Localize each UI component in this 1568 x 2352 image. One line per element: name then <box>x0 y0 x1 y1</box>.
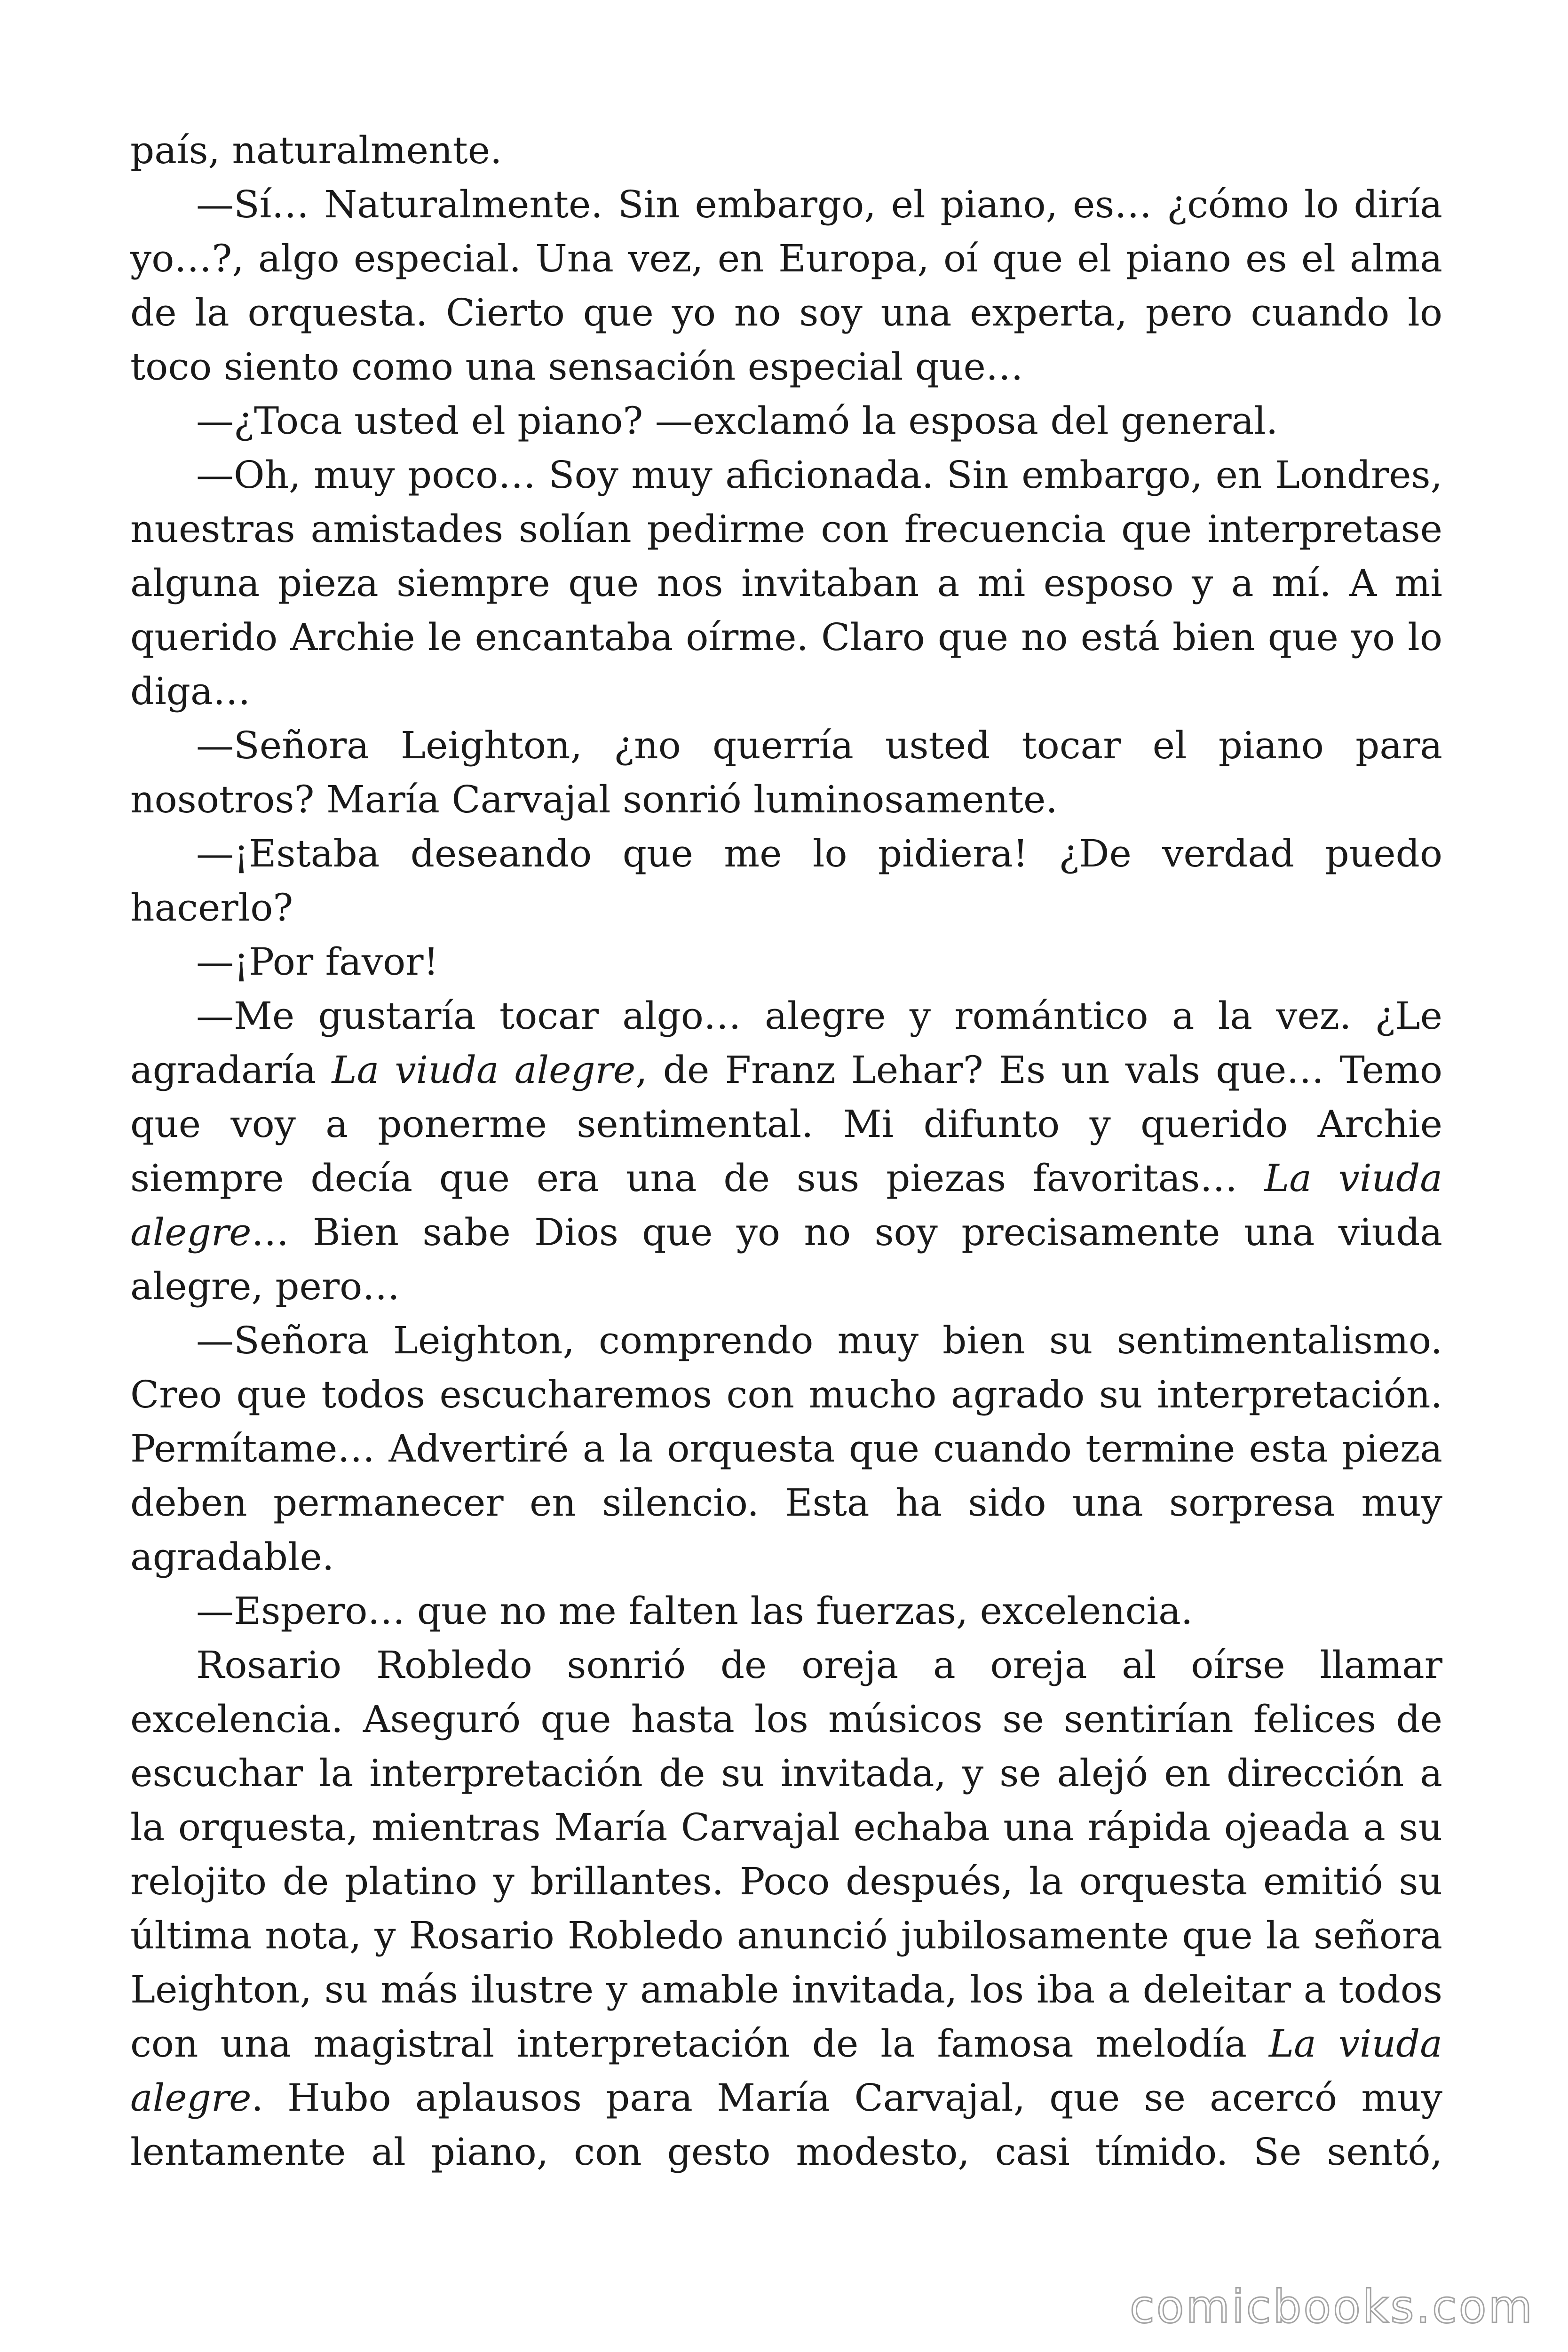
text-segment: —Espero… que no me falten las fuerzas, excelencia. <box>196 1589 1193 1633</box>
text-segment: —Señora Leighton, ¿no querría usted tocar el piano para nosotros? María Carvajal sonrió luminosamente. <box>130 723 1442 821</box>
paragraph <box>130 718 1442 826</box>
paragraph <box>130 448 1442 718</box>
text-segment: Rosario Robledo sonrió de oreja a oreja al oírse llamar excelencia. Aseguró que hasta los músicos se sentirían felices de escuchar la interpretación de su invitada, y se alejó en dirección a la orquesta, mientras María Carvajal echaba una rápida ojeada a su relojito de platino y brillantes. Poco después, la orquesta emitió su última nota, y Rosario Robledo anunció jubilosamente que la señora Leighton, su más ilustre y amable invitada, los iba a deleitar a todos con una magistral interpretación de la famosa melodía <box>130 1643 1442 2066</box>
text-segment: —¡Estaba deseando que me lo pidiera! ¿De verdad puedo hacerlo? <box>130 832 1442 930</box>
italic-title: La viuda alegre <box>332 1048 636 1092</box>
paragraph <box>130 1313 1442 1584</box>
body-text <box>130 123 1442 2179</box>
paragraph <box>130 177 1442 394</box>
text-segment: país, naturalmente. <box>130 128 502 172</box>
text-segment: —Señora Leighton, comprendo muy bien su sentimentalismo. Creo que todos escucharemos con mucho agrado su interpretación. Permítame… Advertiré a la orquesta que cuando termine esta pieza deben permanecer en silencio. Esta ha sido una sorpresa muy agradable. <box>130 1319 1442 1579</box>
paragraph <box>130 123 1442 177</box>
italic-title: La viuda alegre <box>130 1156 1442 1254</box>
paragraph <box>130 1584 1442 1638</box>
text-segment: . Hubo aplausos para María Carvajal, que se acercó muy lentamente al piano, con gesto modesto, casi tímido. Se sentó, <box>130 2076 1442 2174</box>
paragraph <box>130 935 1442 989</box>
paragraph <box>130 826 1442 935</box>
text-segment: —¡Por favor! <box>196 940 439 984</box>
text-segment: —Me gustaría tocar algo… alegre y romántico a la vez. ¿Le agradaría <box>130 994 1442 1092</box>
text-segment: … Bien sabe Dios que yo no soy precisamente una viuda alegre, pero… <box>130 1210 1442 1308</box>
text-segment: , de Franz Lehar? Es un vals que… Temo que voy a ponerme sentimental. Mi difunto y querido Archie siempre decía que era una de sus piezas favoritas… <box>130 1048 1443 1200</box>
italic-title: La viuda alegre <box>130 2022 1443 2120</box>
paragraph <box>130 989 1442 1313</box>
watermark: comicbooks.com <box>1129 2280 1534 2333</box>
paragraph <box>130 1638 1442 2179</box>
text-segment: —¿Toca usted el piano? —exclamó la esposa del general. <box>196 399 1278 443</box>
text-segment: —Oh, muy poco… Soy muy aficionada. Sin embargo, en Londres, nuestras amistades solían pedirme con frecuencia que interpretase alguna pieza siempre que nos invitaban a mi esposo y a mí. A mi querido Archie le encantaba oírme. Claro que no está bien que yo lo diga… <box>130 453 1442 713</box>
paragraph <box>130 394 1442 448</box>
text-segment: —Sí… Naturalmente. Sin embargo, el piano, es… ¿cómo lo diría yo…?, algo especial. Una vez, en Europa, oí que el piano es el alma de la orquesta. Cierto que yo no soy una experta, pero cuando lo toco siento como una sensación especial que… <box>130 183 1442 389</box>
